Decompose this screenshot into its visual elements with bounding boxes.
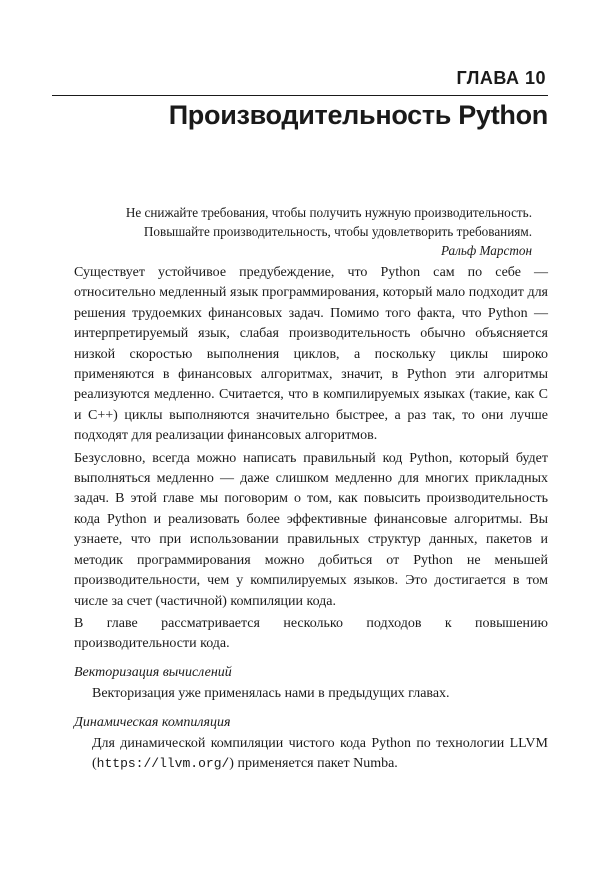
chapter-title: Производительность Python [168, 100, 548, 130]
paragraph: Безусловно, всегда можно написать правильный код Python, который будет выполняться медленно — даже слишком медленно для многих прикладных задач. В этой главе мы поговорим о том, как повысить производительность кода Python и реализовать более эффективные финансовые алгоритмы. Вы узнаете, что при использовании правильных структур данных, пакетов и методик программирования можно добиться от Python не меньшей производительности, чем у компилируемых языков. Это достигается в том числе за счет (частичной) компиляции кода. [74, 450, 548, 609]
llvm-link[interactable]: https://llvm.org/ [96, 756, 230, 772]
definition-text-after: ) применяется пакет Numba. [229, 756, 398, 772]
epigraph-author: Ральф Марстон [440, 243, 532, 258]
paragraph: В главе рассматривается несколько подходов к повышению производительности кода. [74, 615, 548, 652]
term-vectorization: Векторизация вычислений [74, 664, 232, 680]
definition-vectorization: Векторизация уже применялась нами в предыдущих главах. [92, 686, 450, 702]
chapter-body [74, 263, 548, 775]
chapter-label: ГЛАВА 10 [456, 68, 546, 88]
chapter-rule [52, 95, 548, 96]
epigraph-line-2: Повышайте производительность, чтобы удовлетворить требованиям. [143, 224, 532, 239]
epigraph [62, 203, 532, 260]
term-dynamic-compilation: Динамическая компиляция [74, 714, 231, 730]
epigraph-line-1: Не снижайте требования, чтобы получить нужную производительность. [125, 205, 532, 220]
definition-text-before: Для динамической компиляции чистого кода Python по технологии LLVM ( [92, 735, 548, 772]
paragraph: Существует устойчивое предубеждение, что Python сам по себе — относительно медленный язык программирования, который мало подходит для решения трудоемких финансовых задач. Помимо того факта, что Python — интерпретируемый язык, слабая производительность обычно объясняется низкой скоростью выполнения циклов, а поскольку циклы широко применяются в финансовых алгоритмах, значит, в Python эти алгоритмы реализуются медленно. Считается, что в компилируемых языках (такие, как C и C++) циклы выполняются значительно быстрее, а раз так, то они лучше подходят для реализации финансовых алгоритмов. [74, 265, 548, 444]
definition-dynamic-compilation [92, 734, 548, 775]
